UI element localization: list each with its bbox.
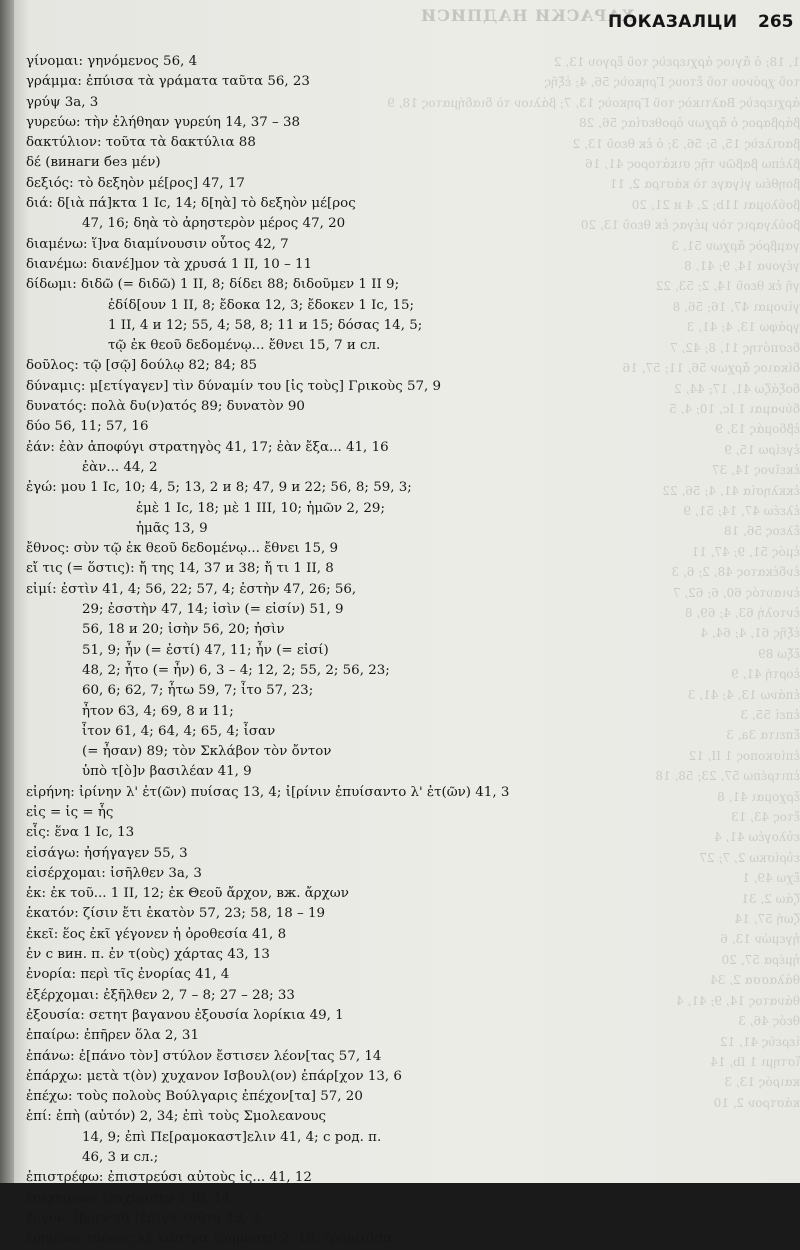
index-entry-continuation: 14, 9; ἐπὶ Πε[ραμοκαστ]ελιν 41, 4; с род. п. — [82, 1129, 382, 1145]
index-entry-continuation: 48, 2; ἦτο (= ἦν) 6, 3 – 4; 12, 2; 55, 2; 56, 23; — [82, 662, 390, 678]
index-entry: γρύψ 3a, 3 — [26, 94, 99, 110]
index-entry: ἔθνος: σὺν τῷ ἐκ θεοῦ δεδομένῳ... ἔθνει 15, 9 — [26, 541, 338, 557]
index-entry: εἰρήνη: ἰρίνην λ' ἐτ(ῶν) πυίσας 13, 4; ἰ[ρίνιν ἐπυίσαντο λ' ἐτ(ῶν) 41, 3 — [26, 784, 510, 800]
index-entry: γυρεύω: τὴν ἐλήθηαν γυρεύη 14, 37 – 38 — [26, 114, 301, 130]
index-entry-continuation: (= ἦσαν) 89; τὸν Σκλάβον τὸν ὄντον — [82, 744, 332, 760]
running-head: ПОКАЗАЛЦИ — [608, 12, 738, 32]
index-entry: ἐνορία: περὶ τῖς ἐνορίας 41, 4 — [26, 967, 230, 983]
index-entry-continuation: ἦτον 63, 4; 69, 8 и 11; — [82, 703, 234, 719]
index-entry: εἰς = ἰς = ἧς — [26, 804, 114, 820]
index-entry: εἰσέρχομαι: ἰσῆλθεν 3a, 3 — [26, 865, 202, 881]
index-entry: ἐκεῖ: ἕος ἐκῖ γέγονεν ἡ ὀροθεσία 41, 8 — [26, 926, 287, 942]
index-entry-continuation: 60, 6; 62, 7; ἦτω 59, 7; ἶτο 57, 23; — [82, 683, 314, 699]
index-entry: διαμένω: ἵ]να διαμίνουσιν οὗτος 42, 7 — [26, 236, 289, 252]
index-entry: δέ (винаги без μέν) — [26, 155, 161, 171]
index-entry: ἐπιχειρέω: ἐπιχίρισεν 1 Ib, 14 — [26, 1190, 231, 1206]
index-entry: ἐπιστρέφω: ἐπιστρεύσι αὐτοὺς ἰς... 41, 12 — [26, 1170, 312, 1186]
index-entry-continuation: ἶτον 61, 4; 64, 4; 65, 4; ἶσαν — [82, 723, 276, 739]
index-entry-continuation: ἐὰν... 44, 2 — [82, 459, 158, 475]
index-entry: δεξιός: τὸ δεξηὸν μέ[ρος] 47, 17 — [26, 175, 245, 191]
index-entry-continuation: ἡμᾶς 13, 9 — [136, 520, 208, 536]
index-entry: δίδωμι: διδῶ (= διδῶ) 1 II, 8; δίδει 88; διδοῦμεν 1 II 9; — [26, 277, 400, 293]
index-entry: διά: δ[ιὰ πά]κτα 1 Ic, 14; δ[ηὰ] τὸ δεξηὸν μέ[ρος — [26, 196, 356, 212]
index-entry: ἐξουσία: σετητ βαγανου ἐξουσία λορίκια 49, 1 — [26, 1007, 344, 1023]
index-entry-continuation: 29; ἐσστὴν 47, 14; ἰσὶν (= εἰσίν) 51, 9 — [82, 602, 344, 618]
index-entry: ἑκατόν: ζίσιν ἔτι ἑκατὸν 57, 23; 58, 18 – 19 — [26, 906, 326, 922]
index-entry: εἴ τις (= ὅστις): ἤ της 14, 37 и 38; ἤ τι 1 II, 8 — [26, 561, 334, 577]
index-entry-continuation: 47, 16; δηὰ τὸ ἀρηστερὸν μέρος 47, 20 — [82, 216, 346, 232]
index-entry-continuation: ὑπὸ τ[ὸ]ν βασιλέαν 41, 9 — [82, 764, 252, 780]
index-entry: δύο 56, 11; 57, 16 — [26, 419, 149, 435]
index-entry: ἐξέρχομαι: ἐξῆλθεν 2, 7 – 8; 27 – 28; 33 — [26, 987, 295, 1003]
index-entry: εἰσάγω: ἠσήγαγεν 55, 3 — [26, 845, 188, 861]
index-entry: ἐρημόω: τόπους κὲ κάστρα ἐρήμοσεν 2, 10; ἐρήμ(ο)σα — [26, 1231, 393, 1247]
page-header — [0, 6, 800, 34]
index-entry: ἐάν: ἐὰν ἀποφύγι στρατηγὸς 41, 17; ἐὰν ἔξα... 41, 16 — [26, 439, 389, 455]
index-entry: γράμμα: ἐπύισα τὰ γράματα ταῦτα 56, 23 — [26, 74, 310, 90]
index-entry-continuation: τῷ ἐκ θεοῦ δεδομένῳ... ἔθνει 15, 7 и сл. — [108, 338, 381, 354]
index-entry-continuation: 51, 9; ἦν (= ἐστί) 47, 11; ἦν (= εἰσί) — [82, 642, 329, 658]
index-entry-continuation: ἐδίδ[ουν 1 II, 8; ἔδοκα 12, 3; ἔδοκεν 1 Ic, 15; — [108, 297, 414, 313]
index-entry: διανέμω: διανέ]μον τὰ χρυσά 1 II, 10 – 11 — [26, 256, 313, 272]
index-entry: γίνομαι: γηνόμενος 56, 4 — [26, 54, 198, 69]
index-entry: ἐν с вин. п. ἐν τ(οὺς) χάρτας 43, 13 — [26, 947, 270, 963]
index-entry: ἔργον: ἴβρεν τὰ (ἔρ)γα τοῦτα 13, 3 — [26, 1210, 261, 1226]
index-entry: ἐπάνω: ἐ[πάνο τὸν] στύλον ἔστισεν λέον[τας 57, 14 — [26, 1048, 382, 1064]
index-entry-continuation: 56, 18 и 20; ἰσὴν 56, 20; ἠσὶν — [82, 622, 285, 638]
page-number: 265 — [758, 12, 794, 32]
index-entry: ἐκ: ἐκ τοῦ... 1 II, 12; ἐκ Θεοῦ ἄρχον, вж. ἄρχων — [26, 886, 349, 902]
index-entry: ἐγώ: μου 1 Ic, 10; 4, 5; 13, 2 и 8; 47, 9 и 22; 56, 8; 59, 3; — [26, 480, 412, 496]
index-entry: ἐπέχω: τοὺς πολοὺς Βούλγαρις ἐπέχον[τα] 57, 20 — [26, 1089, 363, 1105]
index-entry-continuation: 1 II, 4 и 12; 55, 4; 58, 8; 11 и 15; δόσας 14, 5; — [108, 317, 423, 333]
index-entry: ἐπί: ἐπὴ (αὐτόν) 2, 34; ἐπὶ τοὺς Σμολεανους — [26, 1109, 327, 1125]
index-entry: δύναμις: μ[ετίγαγεν] τὶν δύναμίν του [ἰς τοὺς] Γρικοὺς 57, 9 — [26, 378, 442, 394]
index-entry-continuation: ἐμὲ 1 Ic, 18; μὲ 1 III, 10; ἡμῶν 2, 29; — [136, 500, 385, 516]
index-entry: δακτύλιον: τοῦτα τὰ δακτύλια 88 — [26, 135, 256, 151]
page-gutter-shadow — [0, 0, 14, 1183]
index-entry: εἰμί: ἐστὶν 41, 4; 56, 22; 57, 4; ἐστὴν 47, 26; 56, — [26, 581, 357, 597]
index-entry: ἐπάρχω: μετὰ τ(ὸν) χυχανον Ισβουλ(ον) ἐπάρ[χον 13, 6 — [26, 1068, 402, 1084]
index-entry: δυνατός: πολὰ δυ(ν)ατός 89; δυνατὸν 90 — [26, 399, 305, 415]
bleed-through-text: 1, 18; ὁ ἄγιος ἀρχιερεὺς τοῦ ἔργου 13, 2 τοῦ χρόνου τοῦ ἔτους Γρηκοὺς 56, 4; ἑξῆς ἀρχιερεὺς Βαλτικὸς τοῦ Γρηκοὺς 13, 7; βάλιον τὸ διαδήματος 18, 9 βάρβαρος ὁ ἄρχων ὀροθεσίας 56, 28 βασιλεὺς 15, 5; 56, 3; ὁ ἐκ θεοῦ 13, 2 βλέπω βαβῶν τῆς σικάτορος 41, 16 βοηθέω γίγαγε τὸ κάστρα 2, 11 βούλομαι 11b; 2, 4 и 21, 20 βούλγαρις τὸν μέγας ἐκ θεοῦ 13, 20 γαμβρὸς ἄρχων 51, 3 γέγονα 14, 9; 41, 8 γῆ ἐκ θεοῦ 14, 2; 53, 22 γίνομαι 47, 16; 56, 8 γράφω 13, 4; 41, 3 δεσπότης 11, 8; 42, 7 δίκαιος ἄρχων 56, 11; 57, 16 δοξάζω 41, 17; 44, 2 δύναμαι 1 Ic, 10; 4, 5 ἑβδομάς 13, 9 ἐγείρω 15, 9 ἐκεῖνος 14, 37 ἐκκλησία 41, 4; 56, 22 ἐλεέω 47, 14; 51, 9 ἔλεος 56, 18 ἐμός 51, 9; 47, 11 ἐνδέκατος 48, 2; 6, 3 ἐνιαυτός 60, 6; 62, 7 ἐντολή 63, 4; 69, 8 ἑξῆς 61, 4; 64, 4 ἔξω 89 ἑορτή 41, 9 ἐπάνω 13, 4; 41, 3 ἐπεί 55, 3 ἔπειτα 3a, 3 ἐπίσκοπος 1 II, 12 ἐπιτρέπω 57, 23; 58, 18 ἔρχομαι 41, 8 ἔτος 43, 13 εὐλογέω 41, 4 εὑρίσκω 2, 7; 27 ἔχω 49, 1 ζάω 2, 31 ζωή 57, 14 ἡγεμών 13, 6 ἡμέρα 57, 20 θάλασσα 2, 34 θάνατος 14, 9; 41, 4 θεός 46, 3 ἱερεύς 41, 12 ἵστημι 1 Ib, 14 καιρός 13, 3 κάστρον 2, 10 — [387, 55, 800, 1110]
index-entry: ἐπαίρω: ἐπῆρεν ὅλα 2, 31 — [26, 1028, 199, 1044]
index-entry: δοῦλος: τῷ [σῷ] δούλῳ 82; 84; 85 — [26, 358, 258, 374]
bleed-through-header: ХАРАСКИ НАДПИСИ — [420, 6, 634, 25]
index-entry: εἷς: ἕνα 1 Ic, 13 — [26, 825, 135, 841]
index-entry-continuation: 46, 3 и сл.; — [82, 1150, 159, 1166]
index-entries — [26, 52, 796, 1250]
